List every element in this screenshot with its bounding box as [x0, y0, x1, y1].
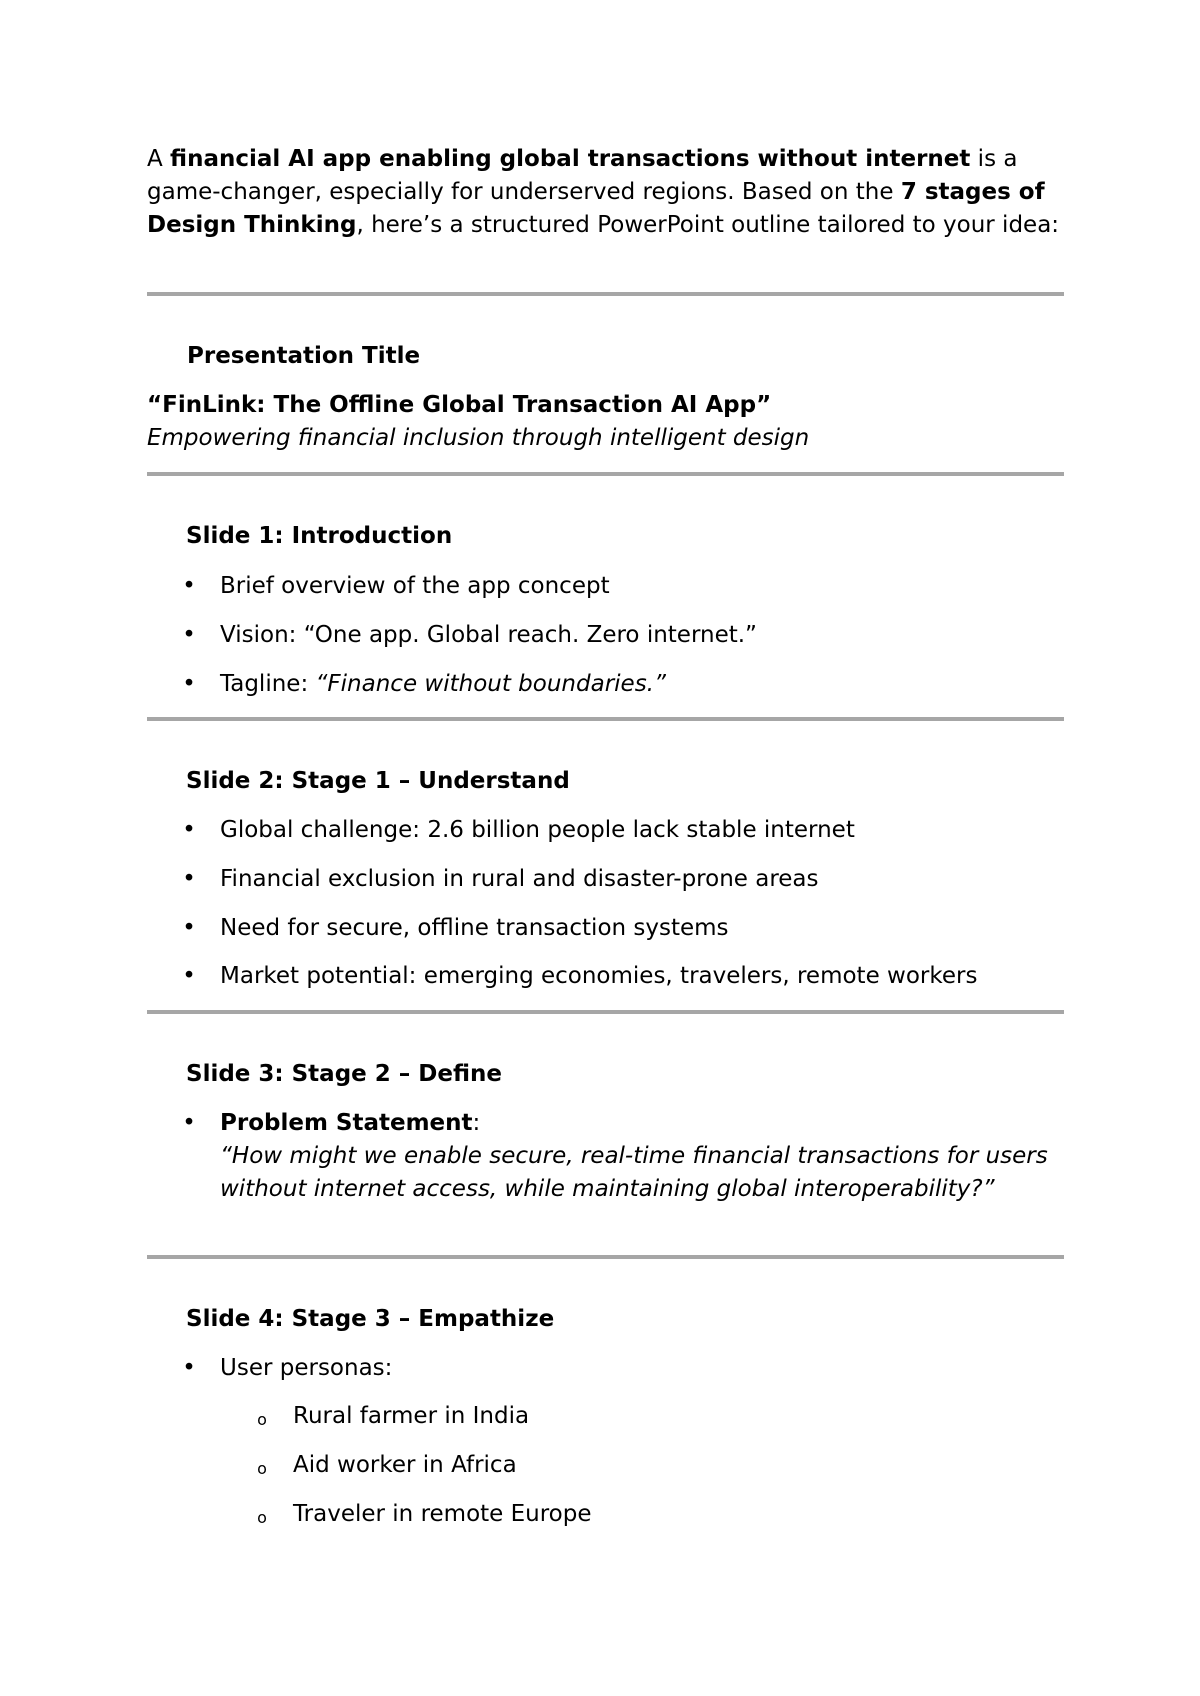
slide1-heading: Slide 1: Introduction [186, 523, 453, 549]
sub-list-item: Rural farmer in India [293, 1403, 530, 1429]
divider [147, 1255, 1064, 1259]
bullet: • [182, 866, 196, 892]
sub-bullet: o [257, 1508, 267, 1527]
list-item: Global challenge: 2.6 billion people lack stable internet [220, 817, 855, 843]
divider [147, 292, 1064, 296]
bullet: • [182, 963, 196, 989]
intro-text: is a game-changer, especially for underserved regions. Based on the [147, 146, 1018, 205]
problem-statement-text: “How might we enable secure, real-time financial transactions for users without internet access, while maintaining global interoperability?” [220, 1143, 1048, 1202]
list-item: User personas: [220, 1355, 393, 1381]
problem-statement-colon: : [472, 1110, 481, 1136]
bullet: • [182, 1110, 196, 1136]
problem-statement-label: Problem Statement [220, 1110, 473, 1136]
intro-text: , here’s a structured PowerPoint outline tailored to your idea: [356, 212, 1060, 238]
divider [147, 472, 1064, 476]
list-item: Vision: “One app. Global reach. Zero internet.” [220, 622, 757, 648]
bullet: • [182, 817, 196, 843]
subtitle-text: Empowering financial inclusion through intelligent design [147, 425, 810, 451]
sub-bullet: o [257, 1459, 267, 1478]
sub-bullet: o [257, 1410, 267, 1429]
bullet: • [182, 573, 196, 599]
sub-list-item: Aid worker in Africa [293, 1452, 517, 1478]
divider [147, 717, 1064, 721]
slide4-heading: Slide 4: Stage 3 – Empathize [186, 1306, 555, 1332]
sub-list-item: Traveler in remote Europe [293, 1501, 592, 1527]
slide2-heading: Slide 2: Stage 1 – Understand [186, 768, 570, 794]
list-item-tagline [220, 668, 1080, 701]
list-item: Market potential: emerging economies, travelers, remote workers [220, 963, 978, 989]
bullet: • [182, 915, 196, 941]
divider [147, 1010, 1064, 1014]
tagline-text: “Finance without boundaries.” [315, 671, 666, 697]
presentation-title-heading: Presentation Title [187, 343, 421, 369]
list-item: Brief overview of the app concept [220, 573, 610, 599]
presentation-subtitle [147, 422, 1067, 455]
slide3-heading: Slide 3: Stage 2 – Define [186, 1061, 502, 1087]
list-item: Need for secure, offline transaction systems [220, 915, 729, 941]
list-item: Financial exclusion in rural and disaster-prone areas [220, 866, 819, 892]
intro-text: A [147, 146, 171, 172]
intro-bold-stages: 7 stages of Design Thinking [147, 179, 1045, 238]
intro-bold-app: financial AI app enabling global transactions without internet [170, 146, 971, 172]
problem-statement-item [220, 1107, 1055, 1206]
bullet: • [182, 1355, 196, 1381]
bullet: • [182, 671, 196, 697]
bullet: • [182, 622, 196, 648]
intro-paragraph [147, 143, 1067, 242]
presentation-title: “FinLink: The Offline Global Transaction AI App” [147, 392, 772, 418]
tagline-label: Tagline: [220, 671, 316, 697]
